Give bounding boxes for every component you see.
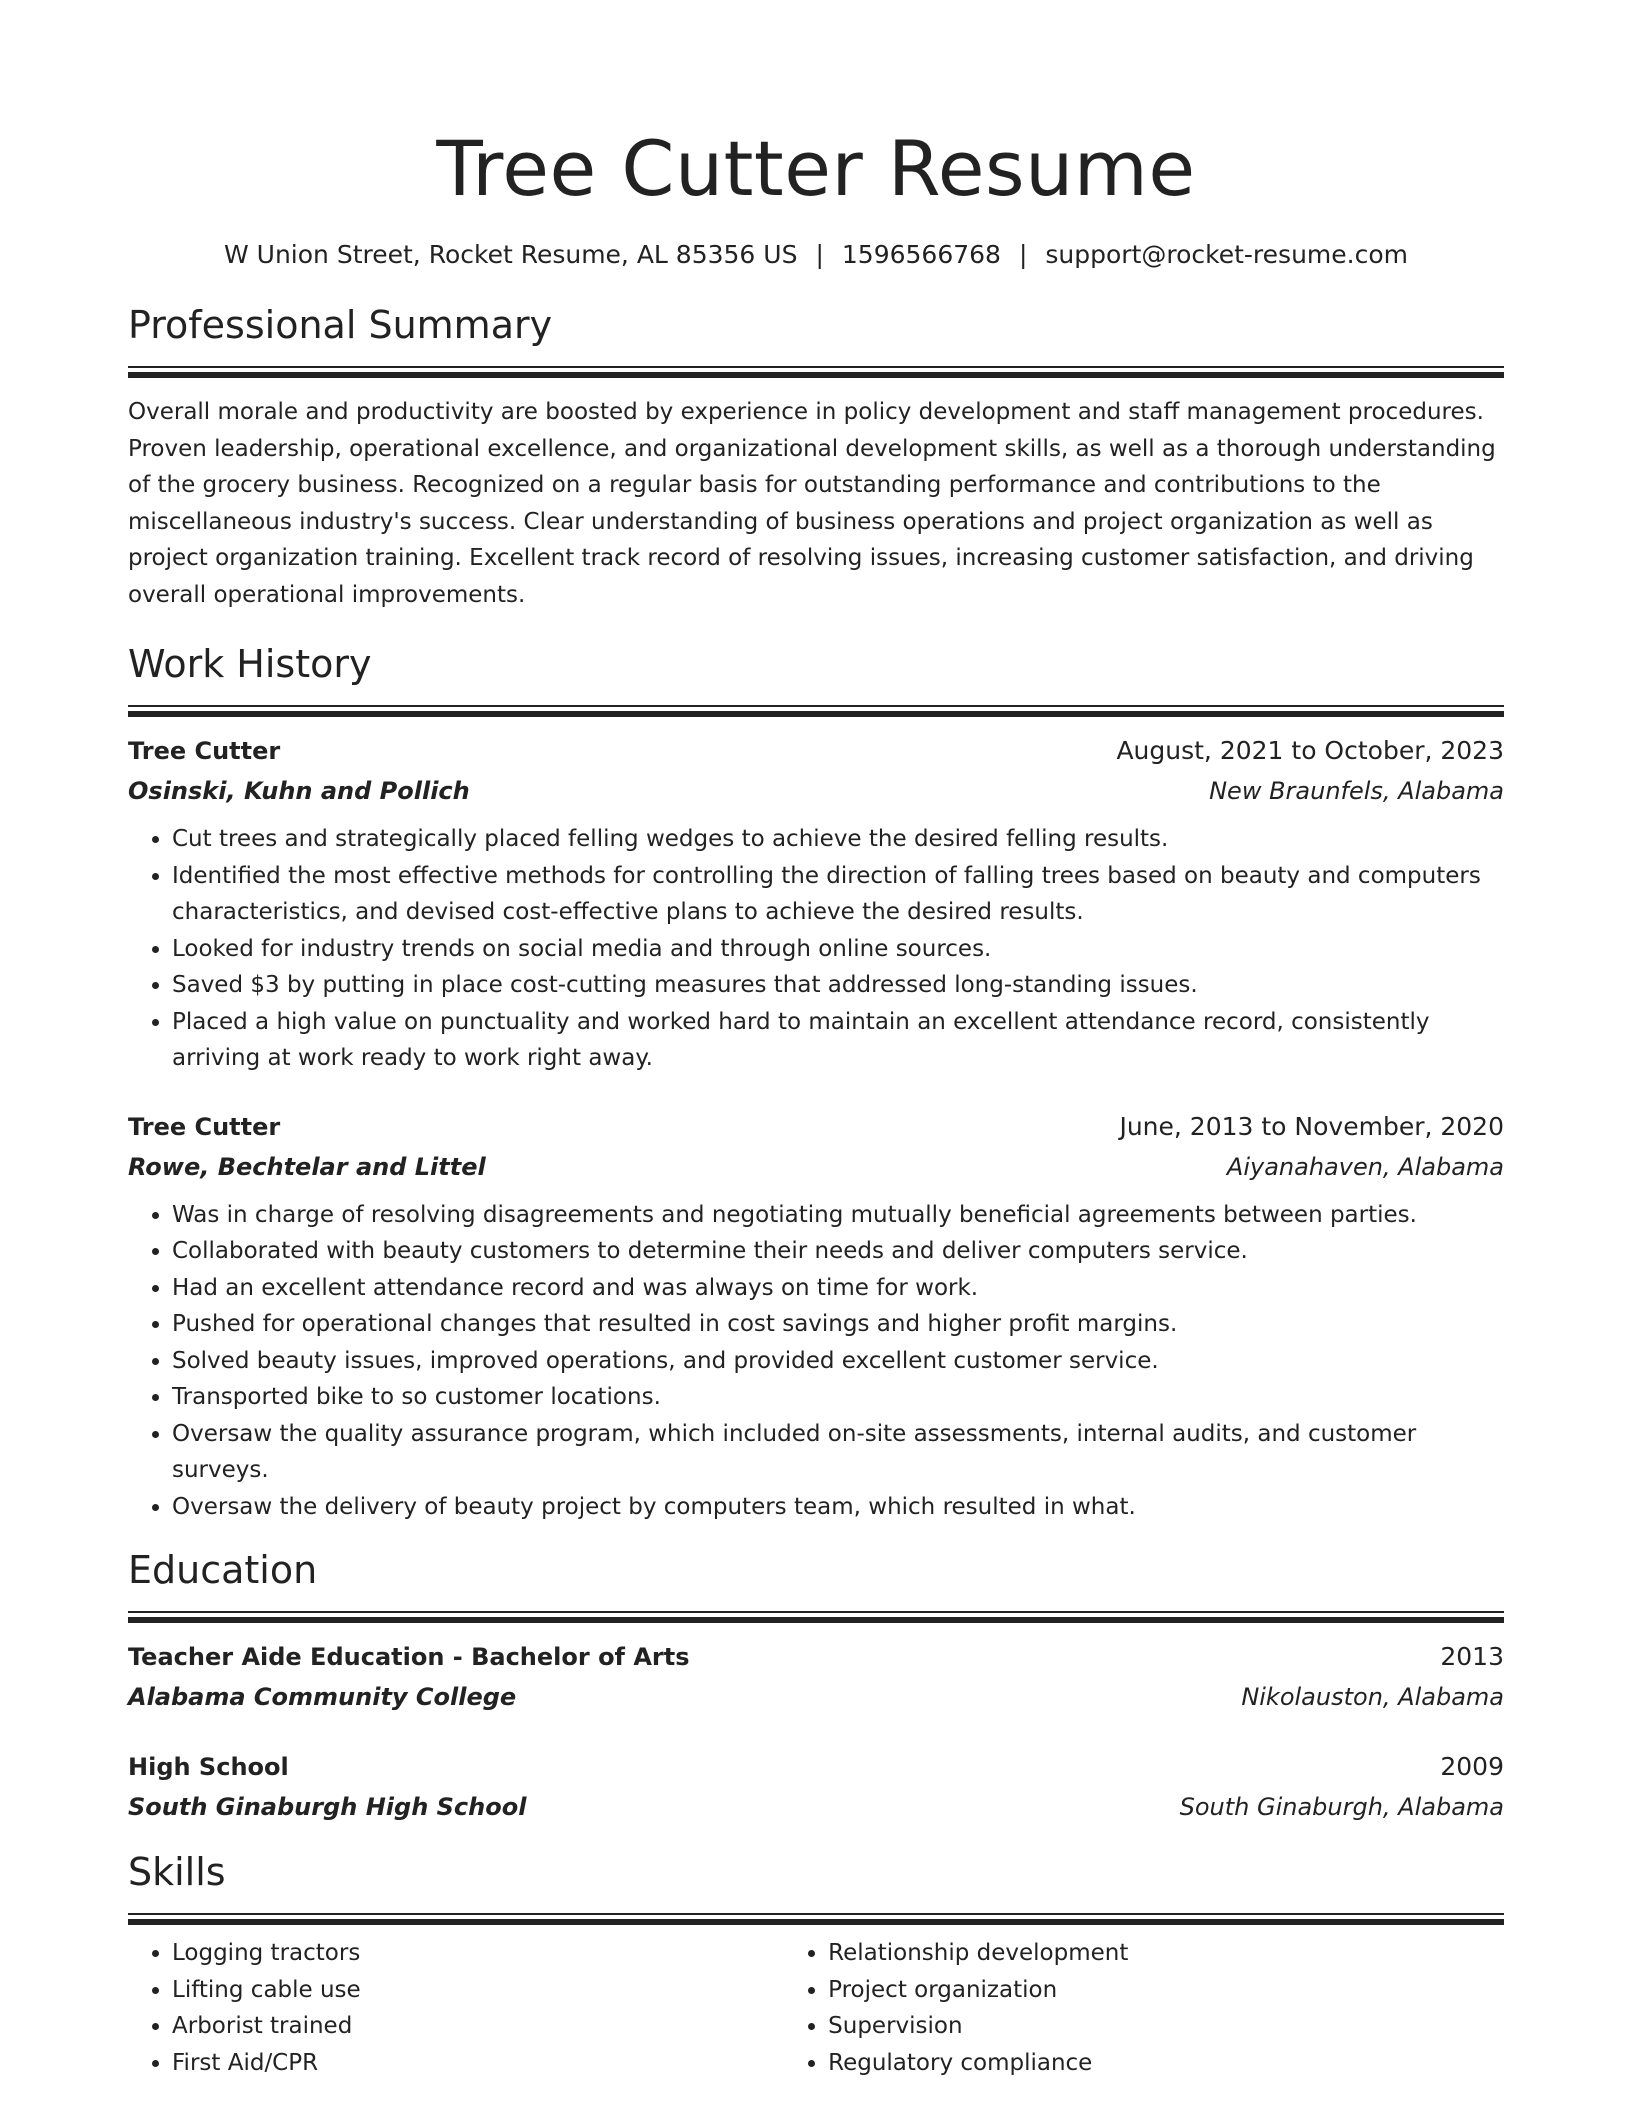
contact-phone: 1596566768	[841, 240, 1001, 269]
skills-columns	[128, 1935, 1504, 2081]
education-header-row	[128, 1747, 1504, 1787]
list-item: • Saved $3 by putting in place cost-cutting measures that addressed long-standing issues.	[172, 967, 1504, 1004]
list-item: • Pushed for operational changes that resulted in cost savings and higher profit margins.	[172, 1306, 1504, 1343]
education-section	[128, 1547, 1504, 1827]
skill-item: • Logging tractors	[172, 1935, 784, 1972]
job-location: Aiyanahaven, Alabama	[1226, 1152, 1504, 1181]
section-rule-thick	[128, 372, 1504, 378]
skill-item: • Lifting cable use	[172, 1972, 784, 2009]
education-location: Nikolauston, Alabama	[1241, 1683, 1504, 1711]
skill-item: • First Aid/CPR	[172, 2045, 784, 2082]
list-item: • Was in charge of resolving disagreements and negotiating mutually beneficial agreements between parties.	[172, 1197, 1504, 1234]
job-company: Rowe, Bechtelar and Littel	[128, 1152, 486, 1181]
work-history-heading: Work History	[128, 642, 372, 686]
list-item: • Collaborated with beauty customers to determine their needs and deliver computers service.	[172, 1233, 1504, 1270]
section-rule-thin	[128, 366, 1504, 368]
job-bullets	[128, 821, 1504, 1077]
job-location: New Braunfels, Alabama	[1209, 777, 1504, 805]
list-item: • Had an excellent attendance record and was always on time for work.	[172, 1270, 1504, 1307]
section-rule-thick	[128, 1919, 1504, 1925]
contact-line	[128, 238, 1504, 272]
section-rule-thick	[128, 1617, 1504, 1623]
education-heading: Education	[128, 1548, 318, 1592]
section-rule-thin	[128, 705, 1504, 707]
education-school-row	[128, 1677, 1504, 1717]
job-company-row	[128, 1147, 1504, 1187]
list-item: • Cut trees and strategically placed felling wedges to achieve the desired felling results.	[172, 821, 1504, 858]
job-company-row	[128, 771, 1504, 811]
education-school: Alabama Community College	[128, 1683, 517, 1711]
education-year: 2013	[1440, 1642, 1504, 1671]
skill-item: • Supervision	[828, 2008, 1504, 2045]
skill-item: • Project organization	[828, 1972, 1504, 2009]
job-company: Osinski, Kuhn and Pollich	[128, 777, 470, 805]
job-bullets	[128, 1197, 1504, 1526]
resume-title: Tree Cutter Resume	[436, 124, 1196, 213]
section-rule-thick	[128, 711, 1504, 717]
resume-page	[128, 0, 1504, 2081]
list-item: • Transported bike to so customer locations.	[172, 1379, 1504, 1416]
section-rule-thin	[128, 1913, 1504, 1915]
list-item: • Identified the most effective methods for controlling the direction of falling trees based on beauty and computers characteristics, and devised cost-effective plans to achieve the desired results.	[172, 858, 1504, 931]
contact-address: W Union Street, Rocket Resume, AL 85356 US	[224, 240, 798, 269]
contact-email: support@rocket-resume.com	[1045, 240, 1408, 269]
summary-section	[128, 302, 1504, 613]
list-item: • Looked for industry trends on social media and through online sources.	[172, 931, 1504, 968]
education-location: South Ginaburgh, Alabama	[1179, 1793, 1504, 1821]
job-entry	[128, 1107, 1504, 1526]
work-history-section	[128, 641, 1504, 1525]
education-degree: High School	[128, 1753, 289, 1781]
skill-item: • Relationship development	[828, 1935, 1504, 1972]
job-dates: August, 2021 to October, 2023	[1116, 736, 1504, 765]
education-year: 2009	[1440, 1752, 1504, 1781]
list-item: • Placed a high value on punctuality and worked hard to maintain an excellent attendance record, consistently arriving at work ready to work right away.	[172, 1004, 1504, 1077]
education-school-row	[128, 1787, 1504, 1827]
skill-item: • Regulatory compliance	[828, 2045, 1504, 2082]
section-rule-thin	[128, 1611, 1504, 1613]
education-degree: Teacher Aide Education - Bachelor of Arts	[128, 1643, 690, 1671]
contact-separator: |	[1018, 240, 1028, 269]
education-school: South Ginaburgh High School	[128, 1793, 527, 1821]
job-header-row	[128, 1107, 1504, 1147]
job-title: Tree Cutter	[128, 1112, 281, 1141]
contact-separator: |	[815, 240, 824, 269]
skills-section	[128, 1849, 1504, 2081]
job-dates: June, 2013 to November, 2020	[1119, 1111, 1504, 1141]
education-entry	[128, 1747, 1504, 1827]
skill-item: • Arborist trained	[172, 2008, 784, 2045]
summary-text: Overall morale and productivity are boosted by experience in policy development and staff management procedures. Proven leadership, operational excellence, and organizational development skills, as well as a thorough understanding of the grocery business. Recognized on a regular basis for outstanding performance and contributions to the miscellaneous industry's success. Clear understanding of business operations and project organization as well as project organization training. Excellent track record of resolving issues, increasing customer satisfaction, and driving overall operational improvements.	[128, 399, 1496, 608]
skills-heading: Skills	[128, 1850, 226, 1894]
education-entry	[128, 1637, 1504, 1717]
list-item: • Oversaw the quality assurance program, which included on-site assessments, internal audits, and customer surveys.	[172, 1416, 1504, 1489]
job-header-row	[128, 731, 1504, 771]
education-header-row	[128, 1637, 1504, 1677]
skills-list-left	[128, 1935, 784, 2081]
job-title: Tree Cutter	[128, 737, 281, 765]
list-item: • Oversaw the delivery of beauty project by computers team, which resulted in what.	[172, 1489, 1504, 1526]
skills-list-right	[784, 1935, 1504, 2081]
list-item: • Solved beauty issues, improved operations, and provided excellent customer service.	[172, 1343, 1504, 1380]
job-entry	[128, 731, 1504, 1077]
summary-heading: Professional Summary	[128, 303, 553, 347]
